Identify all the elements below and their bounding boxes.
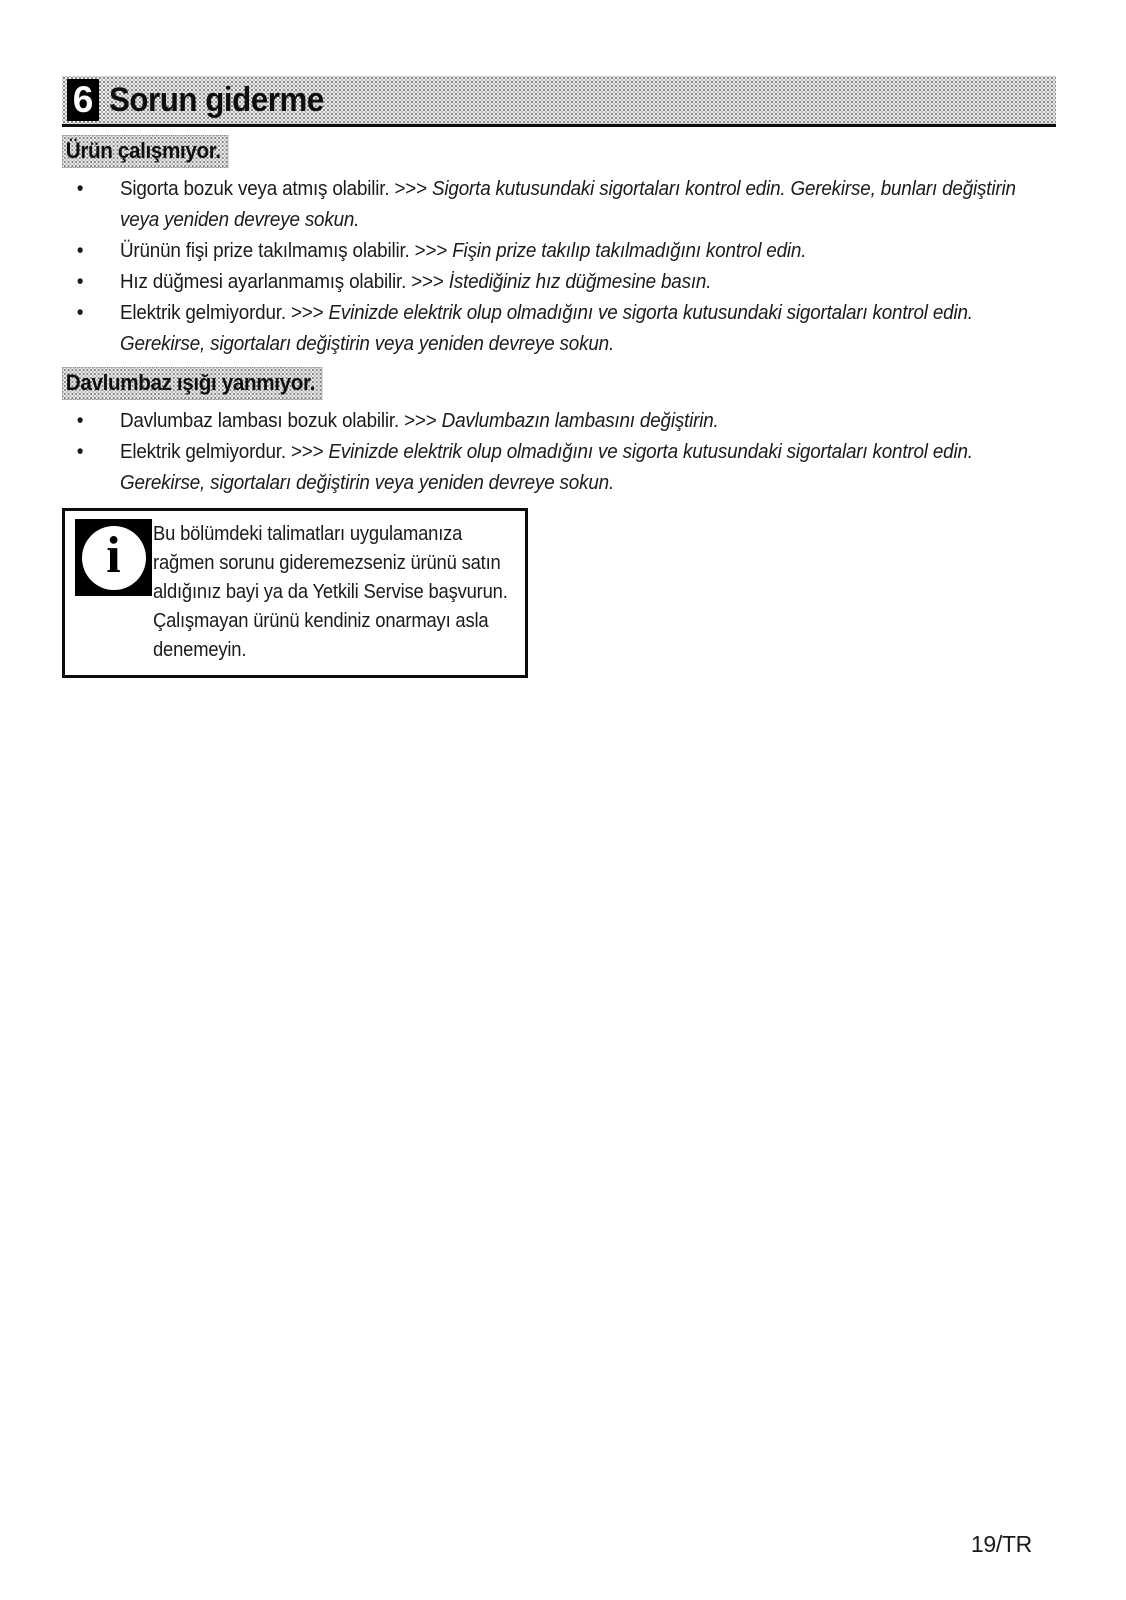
trouble-list — [62, 405, 1056, 498]
list-item — [62, 173, 1056, 235]
arrows-separator: >>> — [414, 239, 448, 262]
arrows-separator: >>> — [411, 270, 444, 293]
problem-text: Sigorta bozuk veya atmış olabilir. — [119, 177, 390, 200]
chapter-title: Sorun giderme — [109, 80, 324, 119]
list-item — [62, 436, 1056, 498]
solution-text: Davlumbazın lambasını değiştirin. — [441, 409, 719, 432]
problem-text: Hız düğmesi ayarlanmamış olabilir. — [119, 270, 407, 293]
section-heading: Ürün çalışmıyor. — [62, 135, 228, 168]
arrows-separator: >>> — [394, 177, 427, 200]
arrows-separator: >>> — [404, 409, 437, 432]
arrows-separator: >>> — [290, 440, 324, 463]
problem-text: Elektrik gelmiyordur. — [119, 301, 286, 324]
sections — [62, 135, 1056, 498]
info-icon-glyph: i — [106, 526, 121, 584]
note-text — [153, 520, 526, 665]
info-note-box — [62, 508, 528, 678]
chapter-header-band — [62, 76, 1056, 127]
problem-text: Davlumbaz lambası bozuk olabilir. — [119, 409, 400, 432]
problem-text: Elektrik gelmiyordur. — [119, 440, 286, 463]
arrows-separator: >>> — [290, 301, 324, 324]
info-icon — [75, 519, 152, 596]
info-icon-circle — [82, 526, 146, 590]
section — [62, 135, 1056, 359]
solution-text: İstediğiniz hız düğmesine basın. — [448, 270, 712, 293]
solution-text: Fişin prize takılıp takılmadığını kontrol edin. — [452, 239, 807, 262]
solution-text: Evinizde elektrik olup olmadığını ve sigorta kutusundaki sigortaları kontrol edin. Gerekirse, sigortaları değiştirin veya yeniden devreye sokun. — [119, 440, 973, 494]
list-item — [62, 405, 1056, 436]
page-number: 19/TR — [970, 1531, 1032, 1557]
section — [62, 367, 1056, 498]
note-sentence: Çalışmayan ürünü kendiniz onarmayı asla denemeyin. — [153, 610, 489, 661]
page-content — [62, 76, 1056, 678]
list-item — [62, 297, 1056, 359]
section-heading: Davlumbaz ışığı yanmıyor. — [62, 367, 322, 400]
trouble-list — [62, 173, 1056, 359]
chapter-number-badge: 6 — [67, 79, 99, 121]
problem-text: Ürünün fişi prize takılmamış olabilir. — [119, 239, 410, 262]
list-item — [62, 235, 1056, 266]
solution-text: Sigorta kutusundaki sigortaları kontrol edin. Gerekirse, bunları değiştirin veya yeniden devreye sokun. — [119, 177, 1016, 231]
list-item — [62, 266, 1056, 297]
note-sentence: Bu bölümdeki talimatları uygulamanıza rağmen sorunu gideremezseniz ürünü satın aldığınız bayi ya da Yetkili Servise başvurun. — [153, 523, 508, 603]
solution-text: Evinizde elektrik olup olmadığını ve sigorta kutusundaki sigortaları kontrol edin. Gerekirse, sigortaları değiştirin veya yeniden devreye sokun. — [119, 301, 973, 355]
